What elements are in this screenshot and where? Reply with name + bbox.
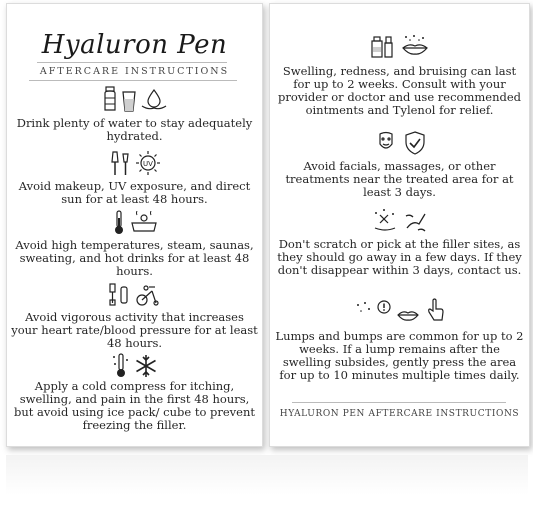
ointment-icons [270, 33, 529, 59]
lumps-icons [270, 297, 529, 323]
cold-compress-icons [7, 352, 262, 378]
scratch-icon [403, 208, 429, 234]
section-facials-text: Avoid facials, massages, or other treatments near the treated area for at least 3 days. [285, 159, 514, 199]
scratch-icons [270, 208, 529, 234]
snowflake-icon [134, 354, 158, 378]
lips-icon [396, 299, 420, 323]
card-title: Hyaluron Pen [41, 30, 228, 60]
glass-icon [122, 90, 136, 112]
sparkle-icon [354, 299, 372, 323]
section-cold-compress-text: Apply a cold compress for itching, swelling, and pain in the first 48 hours, but avoid using ice pack/ cube to prevent freezing the filler. [13, 379, 256, 432]
aftercare-card-right [269, 3, 530, 447]
section-hydration-text: Drink plenty of water to stay adequately hydrated. [16, 116, 253, 143]
thermometer-icon [112, 209, 126, 235]
hydration-icons [7, 86, 262, 112]
press-finger-icon [424, 297, 446, 323]
water-drop-hand-icon [140, 88, 168, 112]
face-treatment-icon [373, 130, 399, 156]
exercise-bike-icon [134, 283, 162, 307]
activity-icons [7, 281, 262, 307]
subtitle-divider [29, 80, 237, 81]
water-bottle-icon [102, 86, 118, 112]
section-swelling-text: Swelling, redness, and bruising can last for up to 2 weeks. Consult with your provider or doctor and use recommended ointments and Tylenol for relief. [277, 64, 522, 117]
section-activity-text: Avoid vigorous activity that increases your heart rate/blood pressure for at least 48 hours. [11, 310, 258, 350]
aftercare-card-left [6, 3, 263, 447]
footer-divider [292, 402, 506, 403]
ointment-icon [370, 33, 396, 59]
card-footer: HYALURON PEN AFTERCARE INSTRUCTIONS [279, 409, 520, 419]
table-surface [6, 455, 528, 495]
facial-treatment-icons [270, 130, 529, 156]
section-lumps-text: Lumps and bumps are common for up to 2 weeks. If a lump remains after the swelling subsides, gently press the area for up to 10 minutes multiple times daily. [275, 329, 524, 382]
section-makeup-text: Avoid makeup, UV exposure, and direct sun for at least 48 hours. [18, 179, 251, 206]
card-subtitle: AFTERCARE INSTRUCTIONS [39, 66, 230, 77]
title-divider [37, 62, 227, 63]
lips-sparkle-icon [400, 33, 430, 59]
svg-text:UV: UV [142, 160, 153, 168]
section-heat-text: Avoid high temperatures, steam, saunas, sweating, and hot drinks for at least 48 hours. [15, 238, 254, 278]
makeup-brush-icon [109, 150, 131, 176]
hot-tub-icon [130, 211, 158, 235]
cold-thermometer-icon [112, 352, 130, 378]
shield-check-icon [403, 130, 427, 156]
section-scratch-text: Don't scratch or pick at the filler sites, as they should go away in a few days. If they don't disappear within 3 days, contact us. [277, 237, 522, 277]
dumbbell-icon [108, 281, 130, 307]
alert-icon [376, 299, 392, 323]
heat-icons [7, 209, 262, 235]
no-touch-icon [371, 208, 399, 234]
makeup-uv-icons [7, 150, 262, 176]
uv-sun-icon [135, 150, 161, 176]
